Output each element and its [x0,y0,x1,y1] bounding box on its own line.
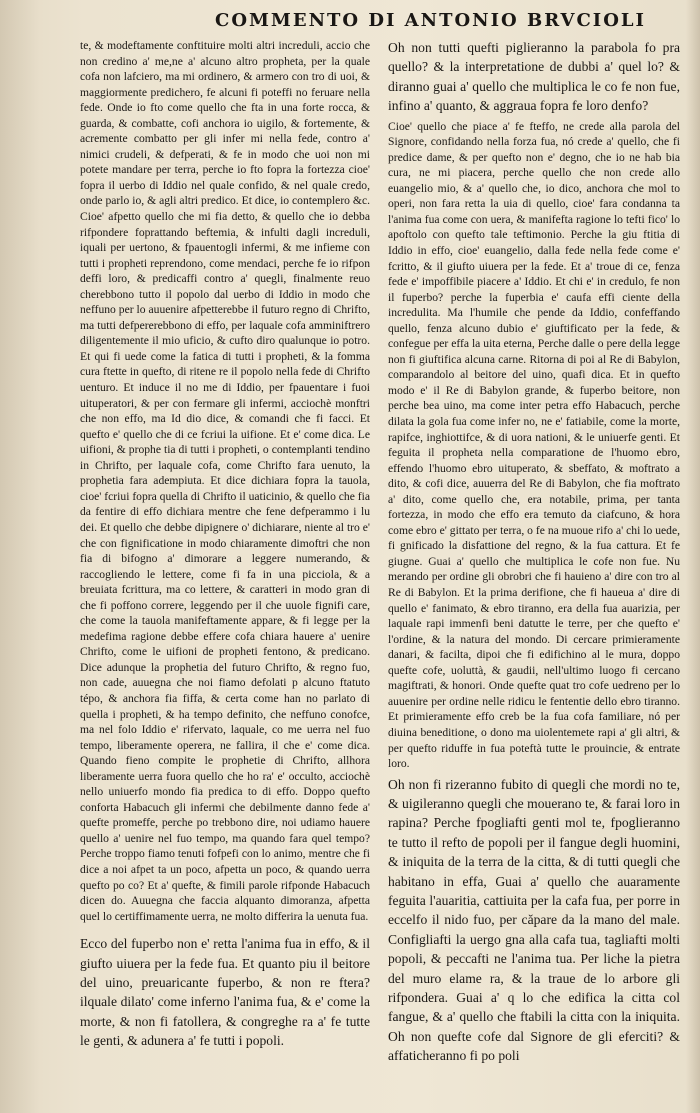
scripture-text-block: Oh non tutti quefti piglieranno la parabola fo pra quello? & la interpretatione de dubbi a' quel lo? & diranno guai a' quello che multiplica le co fe non fue, infino a' quanto, & aggraua fopra fe loro denfo? [388,40,680,114]
page-gutter-shadow [0,0,40,1113]
scripture-text-block: Ecco del fuperbo non e' retta l'anima fua in effo, & il giufto uiuera per la fede fua. Et quanto piu il beitore del uino, preuaricante fuperbo, & non re ftera? ilquale dilato' come inferno l'anima fua, & e' come la morte, & non fi fatollera, & congreghe ra a' fe tutte le genti, & adunera a' fe tutti i popoli. [80,936,370,1049]
right-column [388,38,680,1066]
left-column [80,38,370,1051]
page-header [0,4,700,34]
commentary-block: Cioe' quello che piace a' fe fteffo, ne crede alla parola del Signore, confidando nella forza fua, nó crede a' quello, che fi predice dame, & per quefto non e' degno, che io ne hab bia cura, ne mi piacera, perche quello che non crede allo euangelio mio, & a' quello che, io dico, anchora che mol to operi, non fara retta la uia di quello, cioe' fara condanna ta l'anima fua come con uera, & manifefta ragione lo tefti fico' lo apoftolo con quefto tale teftimonio. Perche la giu ftitia di Iddio in effo, cioe' euangelio, dalla fede nella fede come e' fcritto, & il giufto uiuera per la fede. Et a' troue di ce, fenza fede e' impoffibile piacere a' Iddio. Et chi e' in credulo, fe non il fuperbo? perche la fuperbia e' caufa effi ciente della incredulita. Ma l'humile che pende da Iddio, confeffando quello, fenza alcuno dubio e' giuftificato per la fede, & confegue per effa la uita eterna, Perche dalle o pere della legge non fi giuftifica alcuna carne. Ritorna di poi al Re di Babylon, comparandolo al beitore del uino, quafi dica. Et in quefto modo e' il Re di Babylon grande, & fuperbo beitore, non perche bea uino, ma come inter petra effo Habacuch, perche dilata la gola fua come infer no, ne e' fatiabile, come la morte, rapifce, inghiottifce, & di uora nationi, & le uniuerfe genti. Et feguita il propheta nella comparatione de l'huomo ebro, effendo l'huomo ebro uituperato, & sbeffato, & moftrato a dito, & cofi dice, auuerra del Re di Babylon, che fia moftrato a' dito, come quello che, era notabile, prima, per tanta fortezza, in modo che effo era temuto da ciafcuno, & hora come ebro e' gittato per terra, o fe na muoue rifo a' chi lo uede, fi gnificado la disfattione del regno, & la fua cattura. Et fe giugne. Guai a' quello che multiplica le cofe non fue. Nu merando per ordine gli obrobri che fi hauieno a' dire con tro al Re di Babylon. Et la prima derifione, che fi haueua a' dire di quello e' fanimato, & ebro tiranno, era della fua auarizia, per laquale rapi immenfi beni datutte le terre, per che quefto e' l'ordine, & la natura del mondo. Di cercare primieramente danari, & facilta, dipoi che fi edifichino al le mura, doppo quefte cofe, uoluttà, & gaudii, nell'ultimo luogo fi cercano magiftrati, & honori. Onde quefte quat tro cofe uedreno per lo auuenire per ordine nelle ridicu le fententie dello ebro tiranno. Et primieramente effo creb be la fua cofa familiare, nó per diuina beneditione, o dono ma uiolentemete rapi a' gli altri, & per quefto riduffe in fua poteftà tutte le prouincie, & entrate loro. [388,119,680,771]
running-title: COMMENTO DI ANTONIO BRVCIOLI [215,10,646,31]
scripture-text-block: Oh non fi rizeranno fubito di quegli che mordi no te, & uigileranno quegli che mouerano te, & farai loro in rapina? Perche fpogliafti genti mol te, fpoglieranno te tutto il refto de popoli per il fangue degli huomini, & iniquita de la terra de la citta, & di tutti quegli che habitano in effa, Guai a' quello che auaramente feguita l'auaritia, cattiuita per la cafa fua, per porre in eccelfo il nido fuo, per căpare da la mano del male. Configliafti la uergo gna alla cafa tua, tagliafti molti popoli, & peccafti ne l'anima tua. Per liche la pietra del muro elame ra, & la traue de lo arbore gli rifpondera. Guai a' q lo che edifica la citta col fangue, & a' quello che ftabili la citta con la iniquita. Oh non quefte cofe dal Signore de gli eferciti? & affaticheranno fi po poli [388,776,680,1064]
commentary-block: te, & modeftamente conftituire molti altri increduli, accio che non credino a' me,ne a' alcuno altro propheta, per la quale cofa non lafciero, ma mi ordinero, & armero con tro di uoi, & maggiormente predichero, fe alcuni fi poteffi no feruare nella fede. Onde io fto come quello che fta in una forte rocca, & guarda, & combatte, cofi anchora io uigilo, & fortemente, & acremente combatto per gli infer mi nella fede, contro a' nimici crudeli, & defperati, & fe in modo che uoi non mi potete mandare per terra, perche io fto fopra la fortezza cioe' fopra il uerbo di Iddio nel quale confido, & nel quale credo, onde parlo io, & agli altri predico. Et dice, io contemplero &c. Cioe' afpetto quello che mi fia detto, & quello che io debba rifpondere foprattando beftemia, & infulti dagli increduli, iquali per uertono, & fpauentogli infermi, & me infieme con tutti i propheti reprendono, come mendaci, perche fe io rifpon deffi loro, & predicaffi contro a' quegli, finalmente reuo cherebbono tutto il popolo dal uerbo di Iddio in modo che neffuno per lo auuenire afpetterebbe il futuro regno di Chrifto, ma tutti defpererebbono di effo, per laquale cofa amminiftrero diligentemente il mio uficio, & cufto diro qualunque io potro. Et qui fi uede come la fatica di tutti i propheti, & la fomma cura ftette in quefto, di ritene re il popolo nella fede di Chrifto uenturo. Et induce il no me di Iddio, per fpauentare i fuoi uituperatori, & per con fermare gli infermi, acciochè monftri che non effo, ma Id dio dice, & comandi che fi facci. Et quefto e' quello che di ce fcriui la uifione. Et e' come dica. Le uifioni, & prophe tia di tutti i propheti, o contemplanti tendino in Chrifto, per laquale cofa, come Chrifto fara uenuto, la prophetia fara adempiuta. Et dice dichiara fopra la tauola, cioe' fcriui fopra quella di Chrifto il uaticinio, & quello che fia da fentire di effo dichiara mentre che fene defperammo i lu dei. Et quello che debbe dipignere o' dichiarare, niente al tro e' che con fignificatione in modo chiaramente dimoftri che non fia di bifogno a' dimorare a leggere numerando, & raccogliendo le lettere, come fi fa in una picciola, & a breuiata fcrittura, ma co lettere, & caratteri in modo gran di che fi poffono correre, leggendo per il che uuole fignifi care, che come la tauola manifeftamente appare, & fi legge per la medefima ragione debbe effere cofa chiara hauere a' uenire Chrifto, come le uifioni de propheti fentono, & predicano. Dice adunque la prophetia del futuro Chrifto, & regno fuo, non cade, auuegna che noi fiamo defolati p alcuno ftatuto tépo, & anchora fia fiffa, & certa come han no parlato di quella i propheti, & ha tempo definito, che neffuno conofce, ma nel folo Iddio e' rifervato, laquale, co me uerra nel fuo tempo, liberamente operera, ne fallira, il che e' come dica. Quando fieno compite le prophetie di Chrifto, allhora liberamente uerra fuora quello che ho ra' e' occulto, acciochè nello uniuerfo mondo fia predica to di effo. Doppo quefto conforta Habacuch gli infermi che debilmente danno fede a' quefte promeffe, perche po trebbono dire, noi udiamo hauere quello a' uenire nel fuo tempo, ma quando fara quel tempo? Perche troppo fiamo tenuti fofpefi con lo animo, mentre che fi dice a noi afpet ta un poco, afpetta un poco, & quando uerra quefto po co? Et a' quefte, & fimili parole rifponde Habacuch dicen do. Auuegna che faccia alquanto dimoranza, afpetta quel lo certiffimamente uerra, ne molto differira la uenuta fua. [80,39,370,923]
block-separator [80,924,370,934]
page-edge-shadow [686,0,700,1113]
